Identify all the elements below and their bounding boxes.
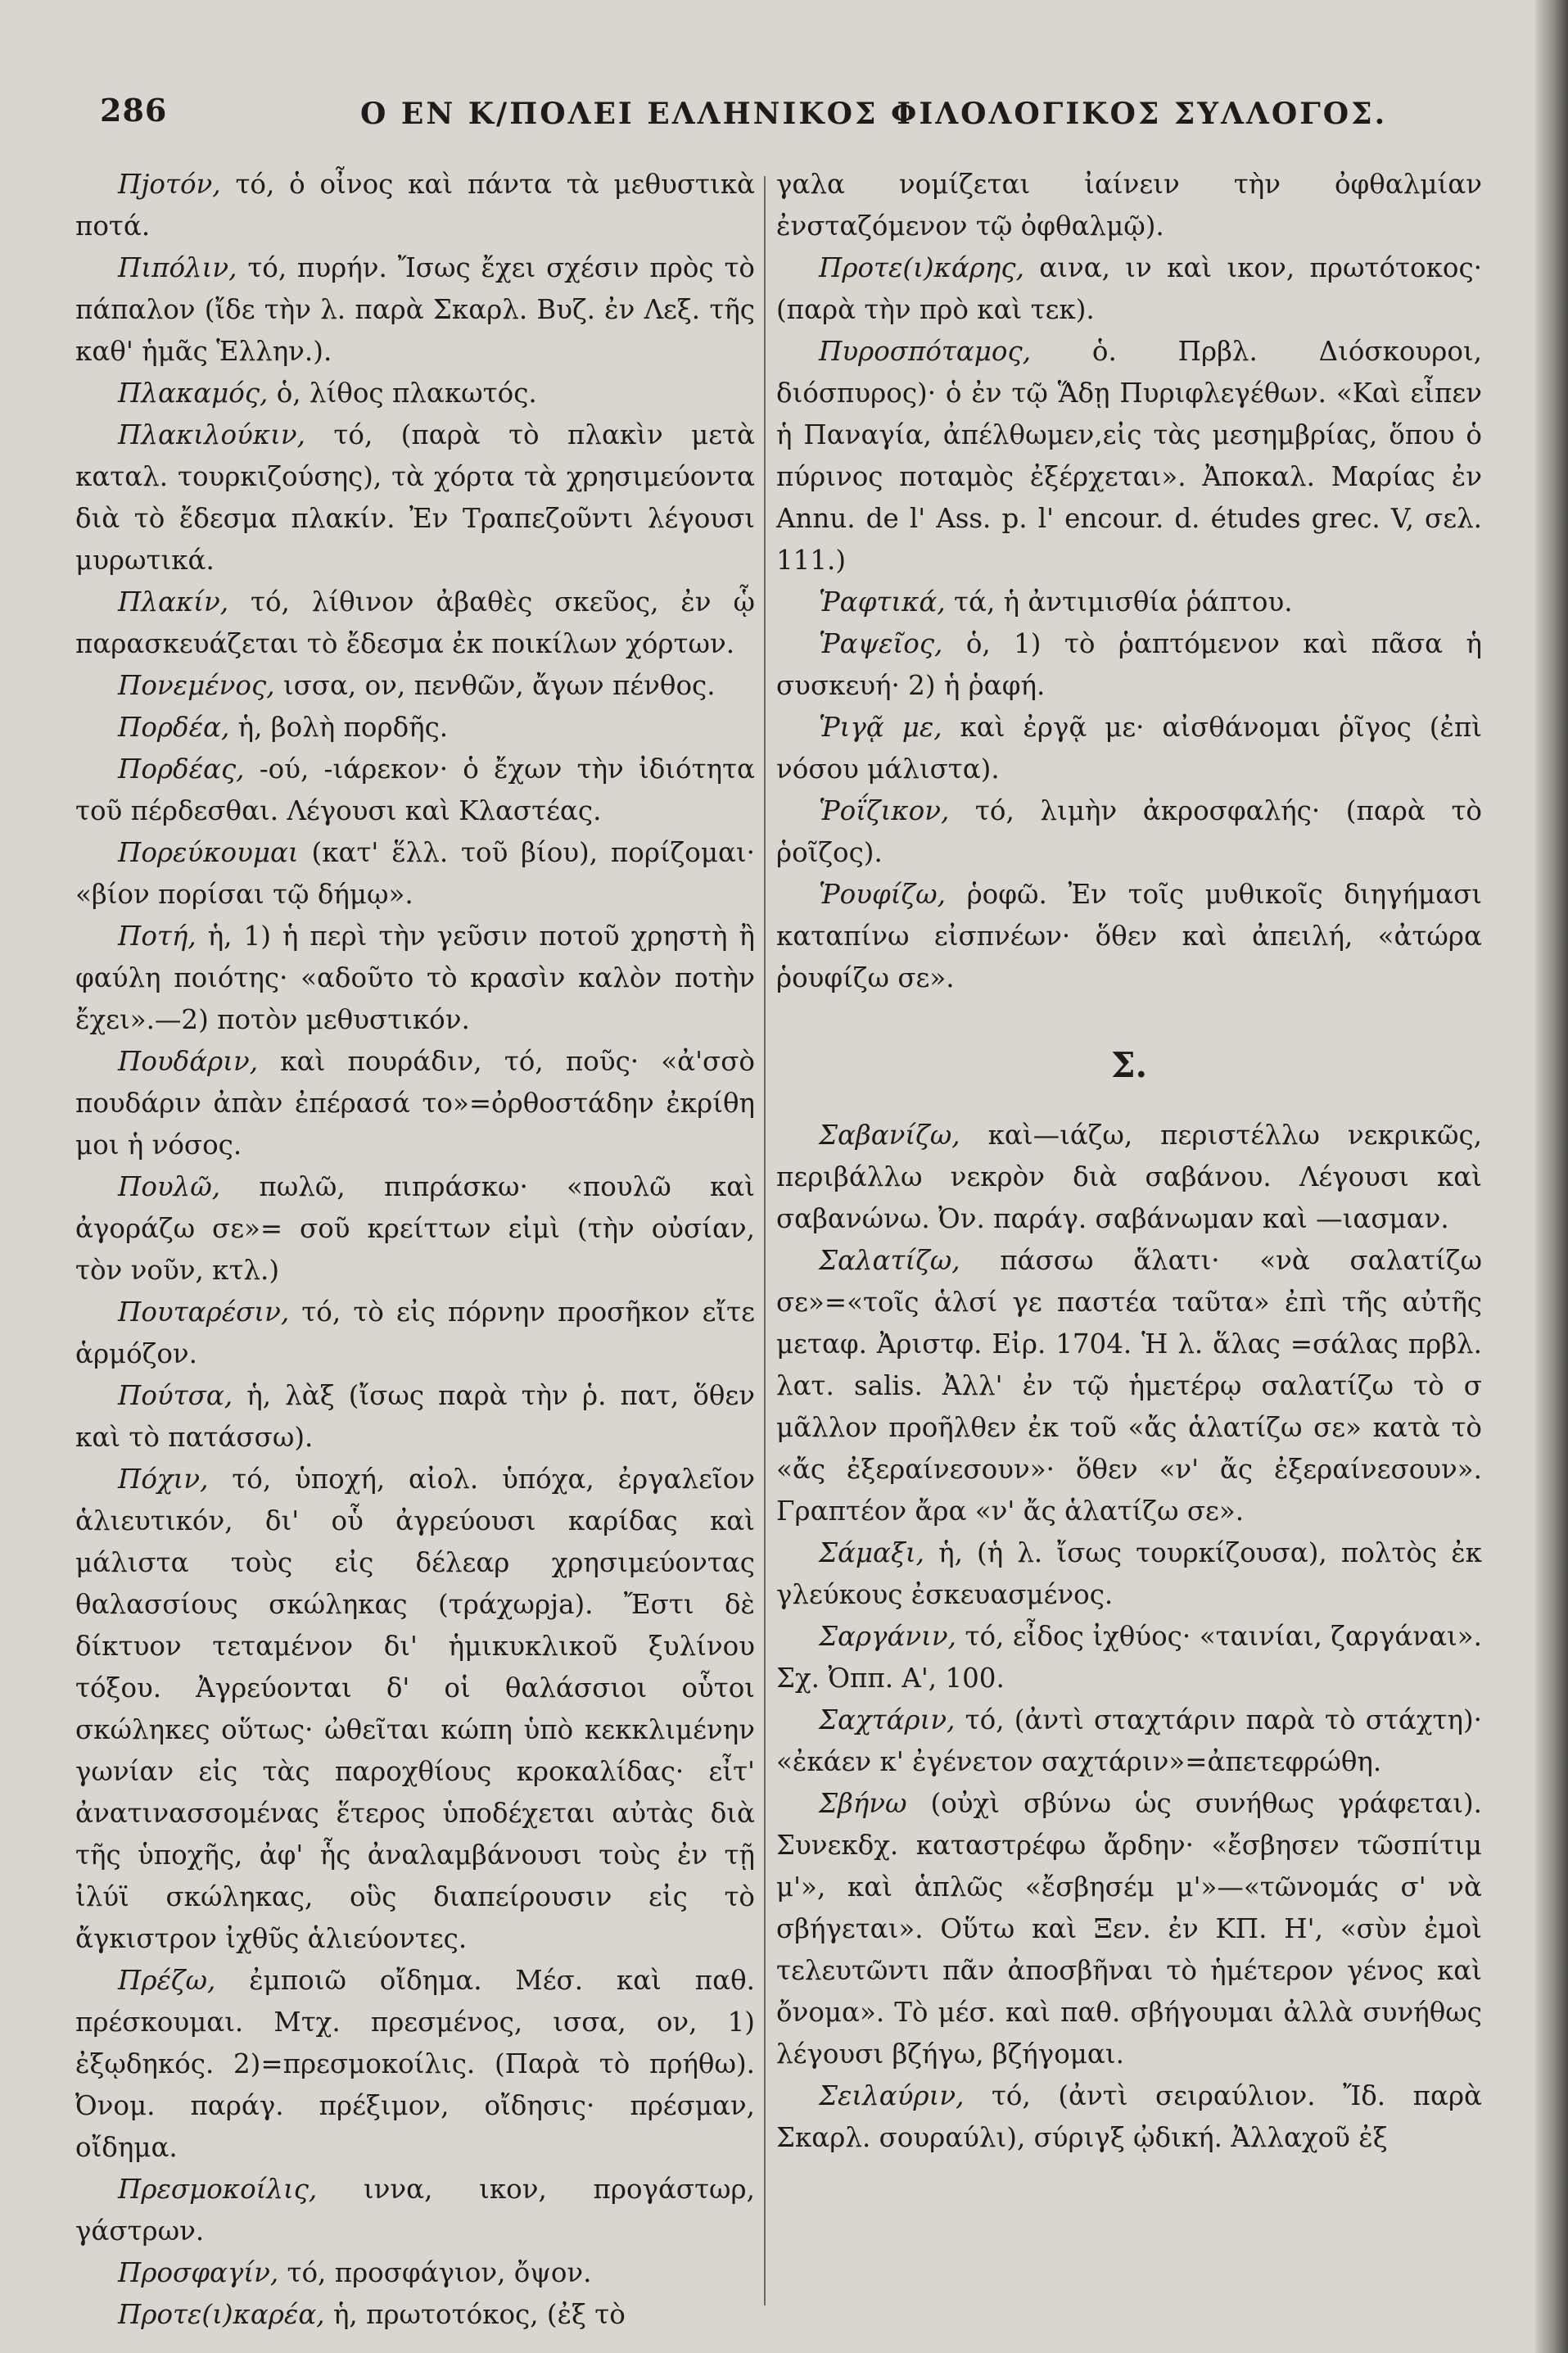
dictionary-entry: [75, 2169, 755, 2252]
entry-definition: ἡ, πρωτοτόκος, (ἐξ τὸ: [324, 2299, 626, 2330]
entry-headword: Πόχιν,: [118, 1464, 209, 1495]
dictionary-entry: [75, 1166, 755, 1292]
entry-headword: Ῥαφτικά,: [819, 586, 946, 618]
section-letter-sigma: Σ.: [1110, 1045, 1148, 1085]
dictionary-entry: [75, 665, 755, 707]
entry-definition: τό, τὸ εἰς πόρνην προσῆκον εἴτε ἁρμόζον.: [75, 1296, 755, 1369]
entry-headword: Πρεσμοκοίλις,: [118, 2174, 318, 2205]
entry-headword: Πυροσπόταμος,: [819, 336, 1032, 367]
entry-definition: τά, ἡ ἀντιμισθία ῥάπτου.: [945, 586, 1293, 618]
dictionary-entry: [75, 1375, 755, 1459]
entry-headword: Ῥουφίζω,: [819, 879, 946, 910]
entry-definition: τό, ὁ οἶνος καὶ πάντα τὰ μεθυστικὰ ποτά.: [75, 169, 755, 242]
dictionary-entry: [75, 581, 755, 665]
entry-headword: Σαχτάριν,: [819, 1704, 956, 1735]
entry-definition: (οὐχὶ σβύνω ὡς συνήθως γράφεται). Συνεκδχ. καταστρέφω ἄρδην· «ἔσβησεν τῶσπίτιμ μ'», καὶ ἁπλῶς «ἔσβησέμ μ'»—«τῶνομάς σ' νὰ σβήγεται». Οὕτω καὶ Ξεν. ἐν ΚΠ. Η', «σὺν ἐμοὶ τελευτῶντι πᾶν ἀποσβῆναι τὸ ἡμέτερον γένος καὶ ὄνομα». Τὸ μέσ. καὶ παθ. σβήγουμαι ἀλλὰ συνήθως λέγουσι βζήγω, βζήγομαι.: [776, 1788, 1482, 2070]
entry-headword: Σειλαύριν,: [819, 2080, 965, 2111]
entry-definition: ὁ. Πρβλ. Διόσκουροι, διόσπυρος)· ὁ ἐν τῷ Ἅδῃ Πυριφλεγέθων. «Καὶ εἶπεν ἡ Παναγία, ἀπέλθωμεν,εἰς τὰς μεσημβρίας, ὅπου ὁ πύρινος ποταμὸς ἐξέρχεται». Ἀποκαλ. Μαρίας ἐν Annu. de l' Ass. p. l' encour. d. études grec. V, σελ. 111.): [776, 336, 1482, 576]
dictionary-entry: [75, 1292, 755, 1375]
entry-headword: Πjοτόν,: [118, 169, 221, 200]
dictionary-entry: [75, 749, 755, 832]
dictionary-entry: [75, 1041, 755, 1166]
left-column: [75, 164, 755, 2330]
dictionary-entry: [75, 2252, 755, 2294]
entry-definition: ἡ, 1) ἡ περὶ τὴν γεῦσιν ποτοῦ χρηστὴ ἢ φαύλη ποιότης· «αδοῦτο τὸ κρασὶν καλὸν ποτὴν ἔχει».—2) ποτὸν μεθυστικόν.: [75, 921, 755, 1035]
entry-definition: ὁ, 1) τὸ ῥαπτόμενον καὶ πᾶσα ἡ συσκευή· 2) ἡ ῥαφή.: [776, 628, 1482, 701]
entry-headword: Ῥοΐζικον,: [819, 795, 950, 826]
entry-definition: πάσσω ἅλατι· «νὰ σαλατίζω σε»=«τοῖς ἁλσί γε παστέα ταῦτα» ἐπὶ τῆς αὐτῆς μεταφ. Ἀριστφ. Εἰρ. 1704. Ἡ λ. ἅλας =σάλας πρβλ. λατ. salis. Ἀλλ' ἐν τῷ ἡμετέρῳ σαλατίζω τὸ σ μᾶλλον προῆλθεν ἐκ τοῦ «ἄς ἁλατίζω σε» κατὰ τὸ «ἄς ἐξεραίνεσουν»· ὅθεν «ν' ἄς ἐξεραίνεσουν». Γραπτέον ἄρα «ν' ἄς ἁλατίζω σε».: [776, 1245, 1482, 1527]
entry-definition: τό, (ἀντὶ σειραύλιον. Ἴδ. παρὰ Σκαρλ. σουραύλι), σύριγξ ᾠδική. Ἀλλαχοῦ ἐξ: [776, 2080, 1482, 2153]
dictionary-entry: [776, 1783, 1482, 2075]
entry-headword: Σαβανίζω,: [819, 1120, 960, 1151]
entry-definition: ιννα, ικον, προγάστωρ, γάστρων.: [75, 2174, 755, 2247]
entry-headword: Ποτή,: [118, 921, 197, 952]
entry-definition: τό, λιμὴν ἀκροσφαλής· (παρὰ τὸ ῥοῖζος).: [776, 795, 1482, 868]
dictionary-entry: [776, 790, 1482, 874]
entry-headword: Πουταρέσιν,: [118, 1296, 290, 1328]
entry-headword: Πουλῶ,: [118, 1171, 221, 1202]
entry-definition: τό, προσφάγιον, ὄψον.: [278, 2257, 592, 2288]
entry-headword: Ῥιγᾷ με,: [819, 712, 942, 743]
entry-definition: τό, λίθινον ἀβαθὲς σκεῦος, ἐν ᾧ παρασκευάζεται τὸ ἔδεσμα ἐκ ποικίλων χόρτων.: [75, 586, 755, 659]
column-divider: [764, 176, 766, 2305]
dictionary-entry: [75, 916, 755, 1041]
entry-definition: ὁ, λίθος πλακωτός.: [268, 378, 537, 409]
dictionary-entry: [776, 1616, 1482, 1699]
dictionary-entry: [75, 707, 755, 749]
entry-headword: Πλακίν,: [118, 586, 229, 618]
entry-headword: Ῥαψεῖος,: [819, 628, 943, 659]
entry-headword: Πορδέας,: [118, 753, 245, 785]
dictionary-entry: [75, 373, 755, 414]
entry-definition: τό, πυρήν. Ἴσως ἔχει σχέσιν πρὸς τὸ πάπαλον (ἴδε τὴν λ. παρὰ Σκαρλ. Βυζ. ἐν Λεξ. τῆς καθ' ἡμᾶς Ἑλλην.).: [75, 252, 755, 367]
entry-definition: ἡ, λὰξ (ἴσως παρὰ τὴν ῥ. πατ, ὅθεν καὶ τὸ πατάσσω).: [75, 1380, 755, 1453]
dictionary-entry: [75, 1459, 755, 1960]
page-header: [90, 82, 1515, 147]
dictionary-entry: [776, 1532, 1482, 1616]
entry-headword: Πονεμένος,: [118, 670, 275, 701]
entry-headword: Προσφαγίν,: [118, 2257, 279, 2288]
dictionary-entry: [776, 2075, 1482, 2159]
dictionary-entry: [776, 1240, 1482, 1532]
dictionary-entry: [75, 164, 755, 247]
entry-definition: καὶ πουράδιν, τό, ποῦς· «ἀ'σσὸ πουδάριν ἀπὰν ἐπέρασά το»=ὀρθοστάδην ἐκρίθη μοι ἡ νόσος.: [75, 1046, 755, 1161]
entry-definition: τό, ὑποχή, αἰολ. ὑπόχα, ἐργαλεῖον ἁλιευτικόν, δι' οὗ ἀγρεύουσι καρίδας καὶ μάλιστα τοὺς εἰς δέλεαρ χρησιμεύοντας θαλασσίους σκώληκας (τράχωρja). Ἔστι δὲ δίκτυον τεταμένον δι' ἡμικυκλικοῦ ξυλίνου τόξου. Ἀγρεύονται δ' οἱ θαλάσσιοι οὗτοι σκώληκες οὕτως· ὠθεῖται κώπη ὑπὸ κεκκλιμένην γωνίαν εἰς τὰς παροχθίους κροκαλίδας· εἶτ' ἀνατινασσομένας ἕτερος ὑποδέχεται αὐτὰς διὰ τῆς ὑποχῆς, ἀφ' ἧς ἀναλαμβάνουσι τοὺς ἐν τῇ ἰλύϊ σκώληκας, οὓς διαπείρουσιν εἰς τὸ ἄγκιστρον ἰχθῦς ἁλιεύοντες.: [75, 1464, 755, 1954]
dictionary-entry: [776, 164, 1482, 247]
dictionary-entry: [776, 581, 1482, 623]
dictionary-entry: [75, 1960, 755, 2169]
entry-definition: αινα, ιν καὶ ικον, πρωτότοκος· (παρὰ τὴν πρὸ καὶ τεκ).: [776, 252, 1482, 325]
entry-headword: Σαλατίζω,: [819, 1245, 960, 1276]
entry-headword: Πλακιλούκιν,: [118, 419, 306, 450]
dictionary-entry: [776, 1115, 1482, 1240]
entry-definition: -ού, -ιάρεκον· ὁ ἔχων τὴν ἰδιότητα τοῦ πέρδεσθαι. Λέγουσι καὶ Κλαστέας.: [75, 753, 755, 826]
running-title: Ο ΕΝ Κ/ΠΟΛΕΙ ΕΛΛΗΝΙΚΟΣ ΦΙΛΟΛΟΓΙΚΟΣ ΣΥΛΛΟΓΟΣ.: [360, 97, 1388, 131]
entry-headword: Πουδάριν,: [118, 1046, 259, 1077]
dictionary-entry: [776, 874, 1482, 999]
dictionary-entry: [75, 2294, 755, 2336]
dictionary-entry: [75, 247, 755, 373]
entry-definition: καὶ ἐργᾷ με· αἰσθάνομαι ῥῖγος (ἐπὶ νόσου μάλιστα).: [776, 712, 1483, 785]
entry-headword: Πλακαμός,: [118, 378, 269, 409]
entry-definition: ισσα, ον, πενθῶν, ἄγων πένθος.: [274, 670, 716, 701]
book-spine-shadow: [1535, 0, 1568, 2353]
right-column: [776, 164, 1482, 2310]
entry-definition: γαλα νομίζεται ἰαίνειν τὴν ὀφθαλμίαν ἐνσταζόμενον τῷ ὀφθαλμῷ).: [776, 169, 1482, 242]
entry-headword: Πιπόλιν,: [118, 252, 237, 283]
dictionary-entry: [75, 414, 755, 581]
dictionary-entry: [776, 247, 1482, 331]
entry-headword: Προτε(ι)κάρης,: [819, 252, 1024, 283]
entry-definition: τό, (παρὰ τὸ πλακὶν μετὰ καταλ. τουρκιζούσης), τὰ χόρτα τὰ χρησιμεύοντα διὰ τὸ ἔδεσμα πλακίν. Ἐν Τραπεζοῦντι λέγουσι μυρωτικά.: [75, 419, 755, 576]
entry-headword: Προτε(ι)καρέα,: [118, 2299, 325, 2330]
dictionary-entry: [776, 331, 1482, 581]
entry-headword: Σβήνω: [819, 1788, 907, 1819]
entry-definition: ἡ, (ἡ λ. ἴσως τουρκίζουσα), πολτὸς ἐκ γλεύκους ἐσκευασμένος.: [776, 1537, 1482, 1610]
entry-headword: Πούτσα,: [118, 1380, 233, 1411]
entry-headword: Σάμαξι,: [819, 1537, 924, 1568]
dictionary-entry: [776, 1699, 1482, 1783]
entry-definition: ἐμποιῶ οἴδημα. Μέσ. καὶ παθ. πρέσκουμαι. Μτχ. πρεσμένος, ισσα, ον, 1) ἐξῳδηκός. 2)=πρεσμοκοίλις. (Παρὰ τὸ πρήθω). Ὀνομ. παράγ. πρέξιμον, οἴδησις· πρέσμαν, οἴδημα.: [75, 1965, 755, 2163]
entry-headword: Πορεύκουμαι: [118, 837, 299, 868]
entry-headword: Πρέζω,: [118, 1965, 216, 1996]
entry-definition: ῥοφῶ. Ἐν τοῖς μυθικοῖς διηγήμασι καταπίνω εἰσπνέων· ὅθεν καὶ ἀπειλή, «ἀτώρα ῥουφίζω σε».: [776, 879, 1482, 993]
dictionary-entry: [776, 623, 1482, 707]
entry-definition: (κατ' ἕλλ. τοῦ βίου), πορίζομαι· «βίον πορίσαι τῷ δήμῳ».: [75, 837, 755, 910]
entry-definition: τό, εἶδος ἰχθύος· «ταινίαι, ζαργάναι». Σχ. Ὀππ. Α', 100.: [776, 1621, 1482, 1694]
entry-definition: πωλῶ, πιπράσκω· «πουλῶ καὶ ἀγοράζω σε»= σοῦ κρείττων εἰμὶ (τὴν οὐσίαν, τὸν νοῦν, κτλ.): [75, 1171, 755, 1286]
entry-headword: Πορδέα,: [118, 712, 230, 743]
entry-definition: ἡ, βολὴ πορδῆς.: [229, 712, 449, 743]
entry-definition: καὶ—ιάζω, περιστέλλω νεκρικῶς, περιβάλλω νεκρὸν διὰ σαβάνου. Λέγουσι καὶ σαβανώνω. Ὀν. παράγ. σαβάνωμαν καὶ —ιασμαν.: [776, 1120, 1482, 1234]
dictionary-entry: [75, 832, 755, 916]
page-number: 286: [100, 92, 168, 129]
entry-headword: Σαργάνιν,: [819, 1621, 956, 1652]
entry-definition: τό, (ἀντὶ σταχτάριν παρὰ τὸ στάχτη)· «ἐκάεν κ' ἐγένετον σαχτάριν»=ἀπετεφρώθη.: [776, 1704, 1482, 1777]
dictionary-entry: [776, 707, 1482, 790]
